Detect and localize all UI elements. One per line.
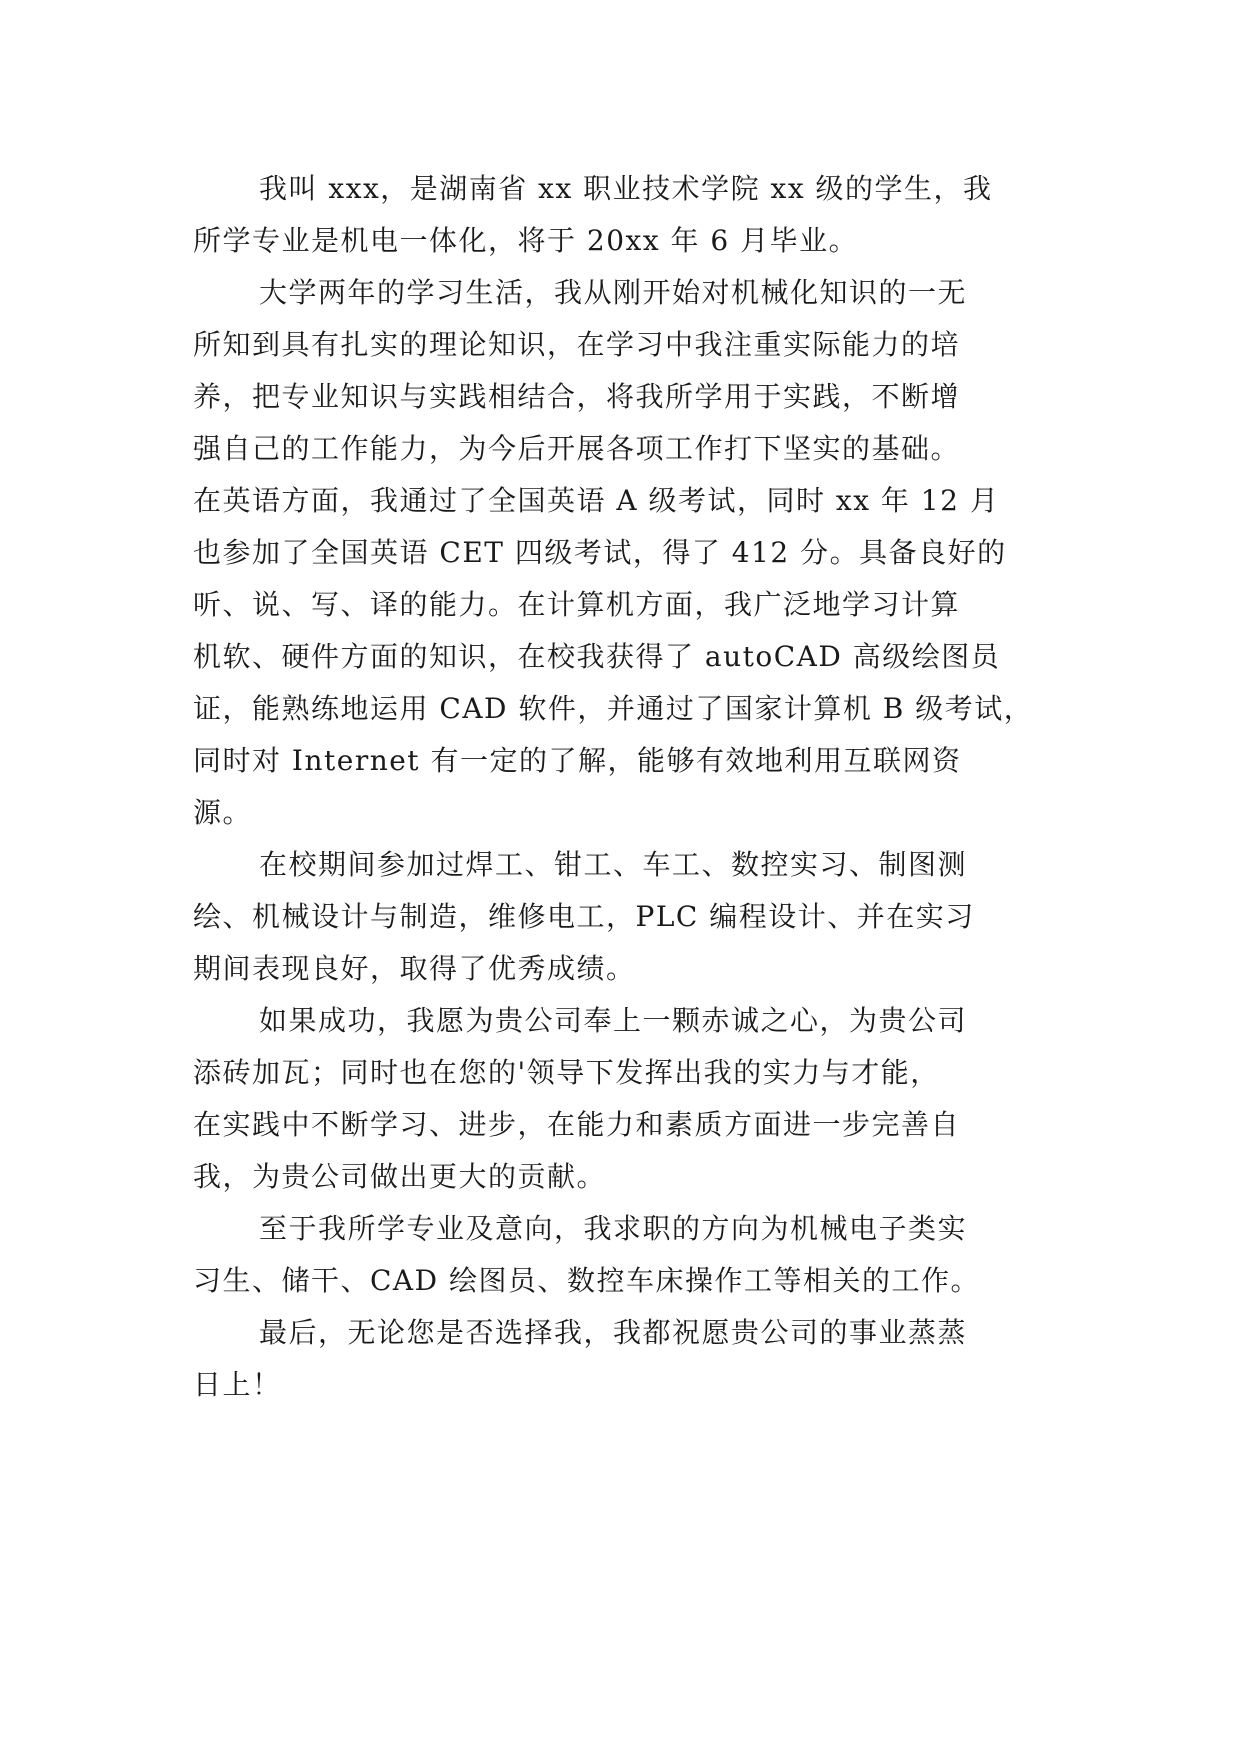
paragraph-line: 我，为贵公司做出更大的贡献。	[193, 1160, 607, 1193]
paragraph-introduction	[193, 163, 1053, 267]
paragraph-line: 添砖加瓦；同时也在您的'领导下发挥出我的实力与才能，	[193, 1056, 940, 1089]
paragraph-line: 强自己的工作能力，为今后开展各项工作打下坚实的基础。	[193, 432, 961, 465]
paragraph-line: 养，把专业知识与实践相结合，将我所学用于实践，不断增	[193, 380, 961, 413]
paragraph-line: 证，能熟练地运用 CAD 软件，并通过了国家计算机 B 级考试，	[193, 692, 1034, 725]
paragraph-line: 机软、硬件方面的知识，在校我获得了 autoCAD 高级绘图员	[193, 640, 1001, 673]
paragraph-line: 习生、储干、CAD 绘图员、数控车床操作工等相关的工作。	[193, 1264, 980, 1297]
paragraph-practice	[193, 839, 1053, 995]
paragraph-line: 如果成功，我愿为贵公司奉上一颗赤诚之心，为贵公司	[259, 1004, 968, 1037]
paragraph-line: 期间表现良好，取得了优秀成绩。	[193, 952, 636, 985]
letter-body	[193, 163, 1053, 1411]
paragraph-line: 在英语方面，我通过了全国英语 A 级考试，同时 xx 年 12 月	[193, 484, 1000, 517]
paragraph-line: 所学专业是机电一体化，将于 20xx 年 6 月毕业。	[193, 224, 859, 257]
paragraph-line: 日上！	[193, 1368, 282, 1401]
paragraph-line: 我叫 xxx，是湖南省 xx 职业技术学院 xx 级的学生，我	[259, 172, 993, 205]
paragraph-line: 在实践中不断学习、进步，在能力和素质方面进一步完善自	[193, 1108, 961, 1141]
paragraph-line: 绘、机械设计与制造，维修电工，PLC 编程设计、并在实习	[193, 900, 975, 933]
paragraph-skills	[193, 267, 1053, 839]
paragraph-line: 听、说、写、译的能力。在计算机方面，我广泛地学习计算	[193, 588, 961, 621]
paragraph-closing	[193, 1307, 1053, 1411]
paragraph-line: 在校期间参加过焊工、钳工、车工、数控实习、制图测	[259, 848, 968, 881]
paragraph-commitment	[193, 995, 1053, 1203]
paragraph-line: 至于我所学专业及意向，我求职的方向为机械电子类实	[259, 1212, 968, 1245]
paragraph-line: 源。	[193, 796, 253, 829]
paragraph-line: 最后，无论您是否选择我，我都祝愿贵公司的事业蒸蒸	[259, 1316, 968, 1349]
paragraph-job-intention	[193, 1203, 1053, 1307]
paragraph-line: 也参加了全国英语 CET 四级考试，得了 412 分。具备良好的	[193, 536, 1007, 569]
paragraph-line: 同时对 Internet 有一定的了解，能够有效地利用互联网资	[193, 744, 962, 777]
paragraph-line: 所知到具有扎实的理论知识，在学习中我注重实际能力的培	[193, 328, 961, 361]
paragraph-line: 大学两年的学习生活，我从刚开始对机械化知识的一无	[259, 276, 968, 309]
